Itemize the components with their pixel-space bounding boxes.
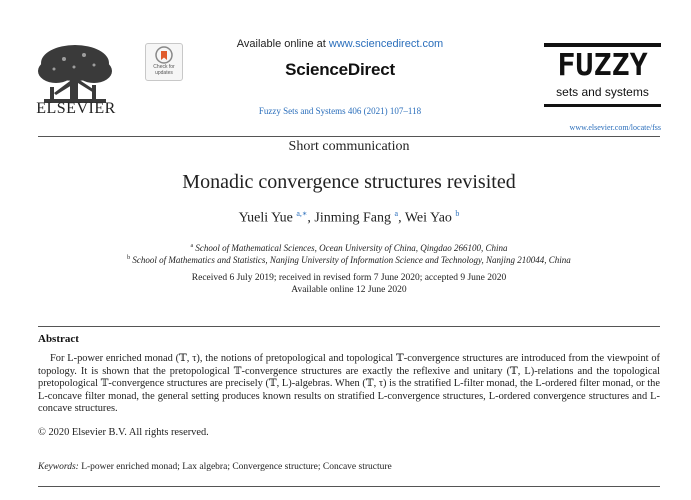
abstract-body — [38, 353, 660, 416]
author-separator: , — [307, 210, 315, 226]
author-name: Jinming Fang — [314, 210, 391, 226]
author-affiliation-marks[interactable]: a — [394, 209, 399, 218]
affiliation-text: School of Mathematics and Statistics, Nanjing University of Information Science and Technology, Nanjing 210044, China — [132, 255, 571, 265]
affiliation-text: School of Mathematical Sciences, Ocean University of China, Qingdao 266100, China — [195, 243, 508, 253]
copyright-notice: © 2020 Elsevier B.V. All rights reserved. — [38, 427, 209, 438]
abstract-divider — [38, 326, 660, 327]
author-separator: , — [398, 210, 405, 226]
journal-logo-bottom-rule — [544, 104, 661, 107]
keywords-line — [38, 462, 392, 472]
journal-reference-link[interactable]: Fuzzy Sets and Systems 406 (2021) 107–118 — [258, 106, 422, 116]
available-online-date: Available online 12 June 2020 — [291, 285, 407, 294]
affiliation-mark: b — [127, 255, 131, 261]
author-affiliation-marks[interactable]: a,∗ — [296, 209, 308, 218]
author-name: Yueli Yue — [238, 210, 293, 226]
header-divider — [38, 136, 660, 137]
affiliation-b — [38, 255, 660, 265]
check-updates-label: Check for updates — [153, 64, 175, 76]
received-dates: Received 6 July 2019; received in revised form 7 June 2020; accepted 9 June 2020 — [191, 273, 507, 283]
available-online-line — [200, 38, 480, 50]
author-list — [38, 209, 660, 227]
journal-logo-title: FUZZY — [557, 48, 648, 83]
article-type: Short communication — [288, 139, 410, 154]
keywords-text: L-power enriched monad; Lax algebra; Convergence structure; Concave structure — [81, 462, 392, 472]
journal-logo-subtitle: sets and systems — [556, 85, 649, 99]
platform-name: ScienceDirect — [285, 60, 395, 79]
keywords-label: Keywords: — [38, 462, 79, 472]
journal-logo-top-rule — [544, 43, 661, 47]
article-title: Monadic convergence structures revisited — [182, 171, 516, 193]
available-online-prefix: Available online at — [236, 38, 329, 50]
sciencedirect-link[interactable]: www.sciencedirect.com — [328, 38, 444, 50]
affiliation-a — [38, 243, 660, 253]
abstract-text: For L-power enriched monad (𝕋, τ), the notions of pretopological and topological 𝕋-convergence structures are introduced from the viewpoint of topology. It is shown that the pretopological 𝕋-convergence structures are exactly the reflexive and unitary (𝕋, L)-relations and the topological pretopological 𝕋-convergence structures are precisely (𝕋, L)-algebras. When (𝕋, τ) is the stratified L-filter monad, the L-ordered filter monad, or the L-concave filter monad, the general setting produces known results on stratified L-convergence structures, L-ordered convergence structures and L-concave structures. — [38, 353, 660, 415]
journal-url-link[interactable]: www.elsevier.com/locate/fss — [569, 123, 661, 132]
affiliation-mark: a — [190, 243, 194, 249]
abstract-heading: Abstract — [38, 333, 79, 345]
footer-divider — [38, 486, 660, 487]
author-affiliation-marks[interactable]: b — [455, 209, 460, 218]
check-for-updates-button[interactable] — [145, 43, 183, 81]
publisher-name: ELSEVIER — [36, 100, 116, 117]
author-name: Wei Yao — [404, 210, 452, 226]
